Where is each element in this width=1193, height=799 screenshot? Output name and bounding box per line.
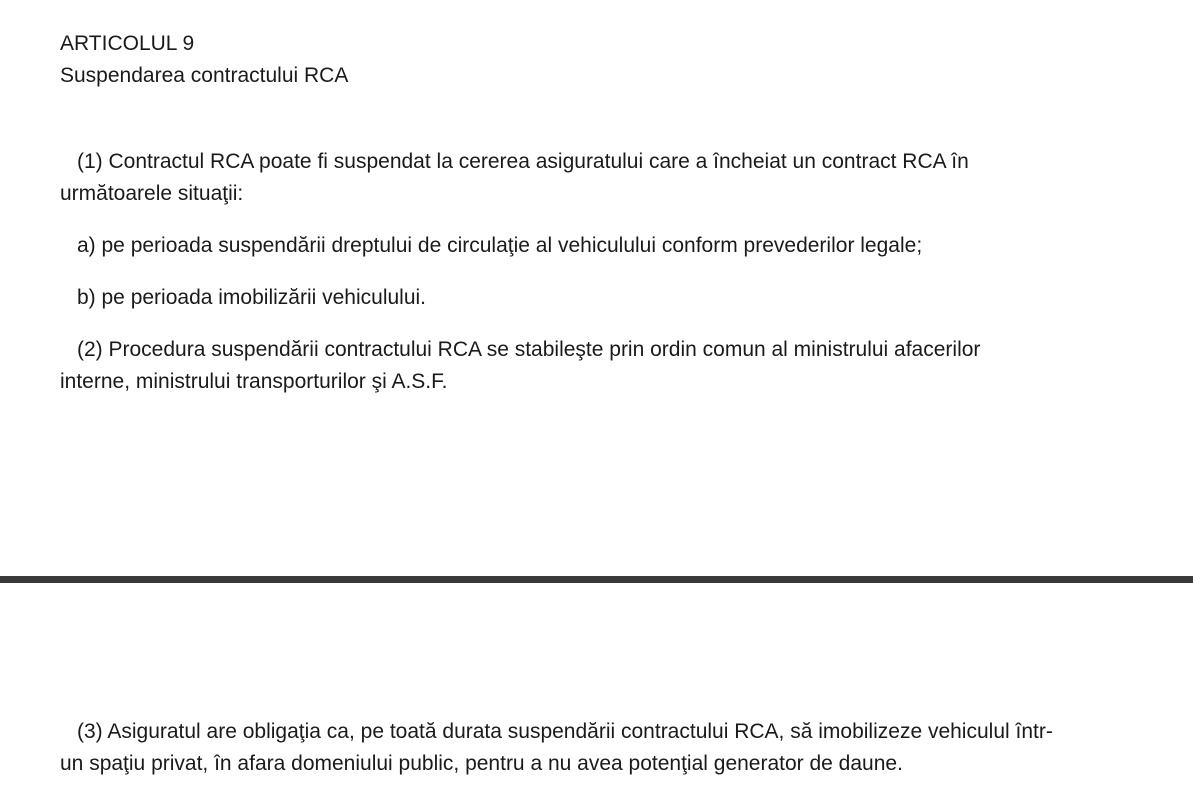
document-page-top (60, 28, 1163, 398)
paragraph-2-line-2: interne, ministrului transporturilor şi A.S.F. (60, 370, 448, 393)
paragraph-3 (60, 716, 1163, 780)
spacer (60, 210, 1163, 230)
page-divider (0, 576, 1193, 583)
paragraph-1-line-1: (1) Contractul RCA poate fi suspendat la cererea asiguratului care a încheiat un contract RCA în (77, 150, 969, 173)
paragraph-1 (60, 146, 1163, 210)
list-item-b: b) pe perioada imobilizării vehiculului. (77, 286, 427, 309)
list-item-a: a) pe perioada suspendării dreptului de circulaţie al vehiculului conform prevederilor legale; (77, 234, 923, 257)
paragraph-3-line-2: un spaţiu privat, în afara domeniului public, pentru a nu avea potenţial generator de daune. (60, 752, 903, 775)
document-page-bottom (60, 716, 1163, 780)
article-subtitle: Suspendarea contractului RCA (60, 64, 349, 87)
paragraph-2 (60, 334, 1163, 398)
spacer (60, 314, 1163, 334)
paragraph-3-line-1: (3) Asiguratul are obligaţia ca, pe toată durata suspendării contractului RCA, să imobilizeze vehiculul într- (77, 720, 1053, 743)
spacer (60, 262, 1163, 282)
paragraph-1-line-2: următoarele situaţii: (60, 182, 244, 205)
article-title: ARTICOLUL 9 (60, 32, 195, 55)
spacer (60, 92, 1163, 146)
paragraph-2-line-1: (2) Procedura suspendării contractului RCA se stabileşte prin ordin comun al ministrului afacerilor (77, 338, 981, 361)
